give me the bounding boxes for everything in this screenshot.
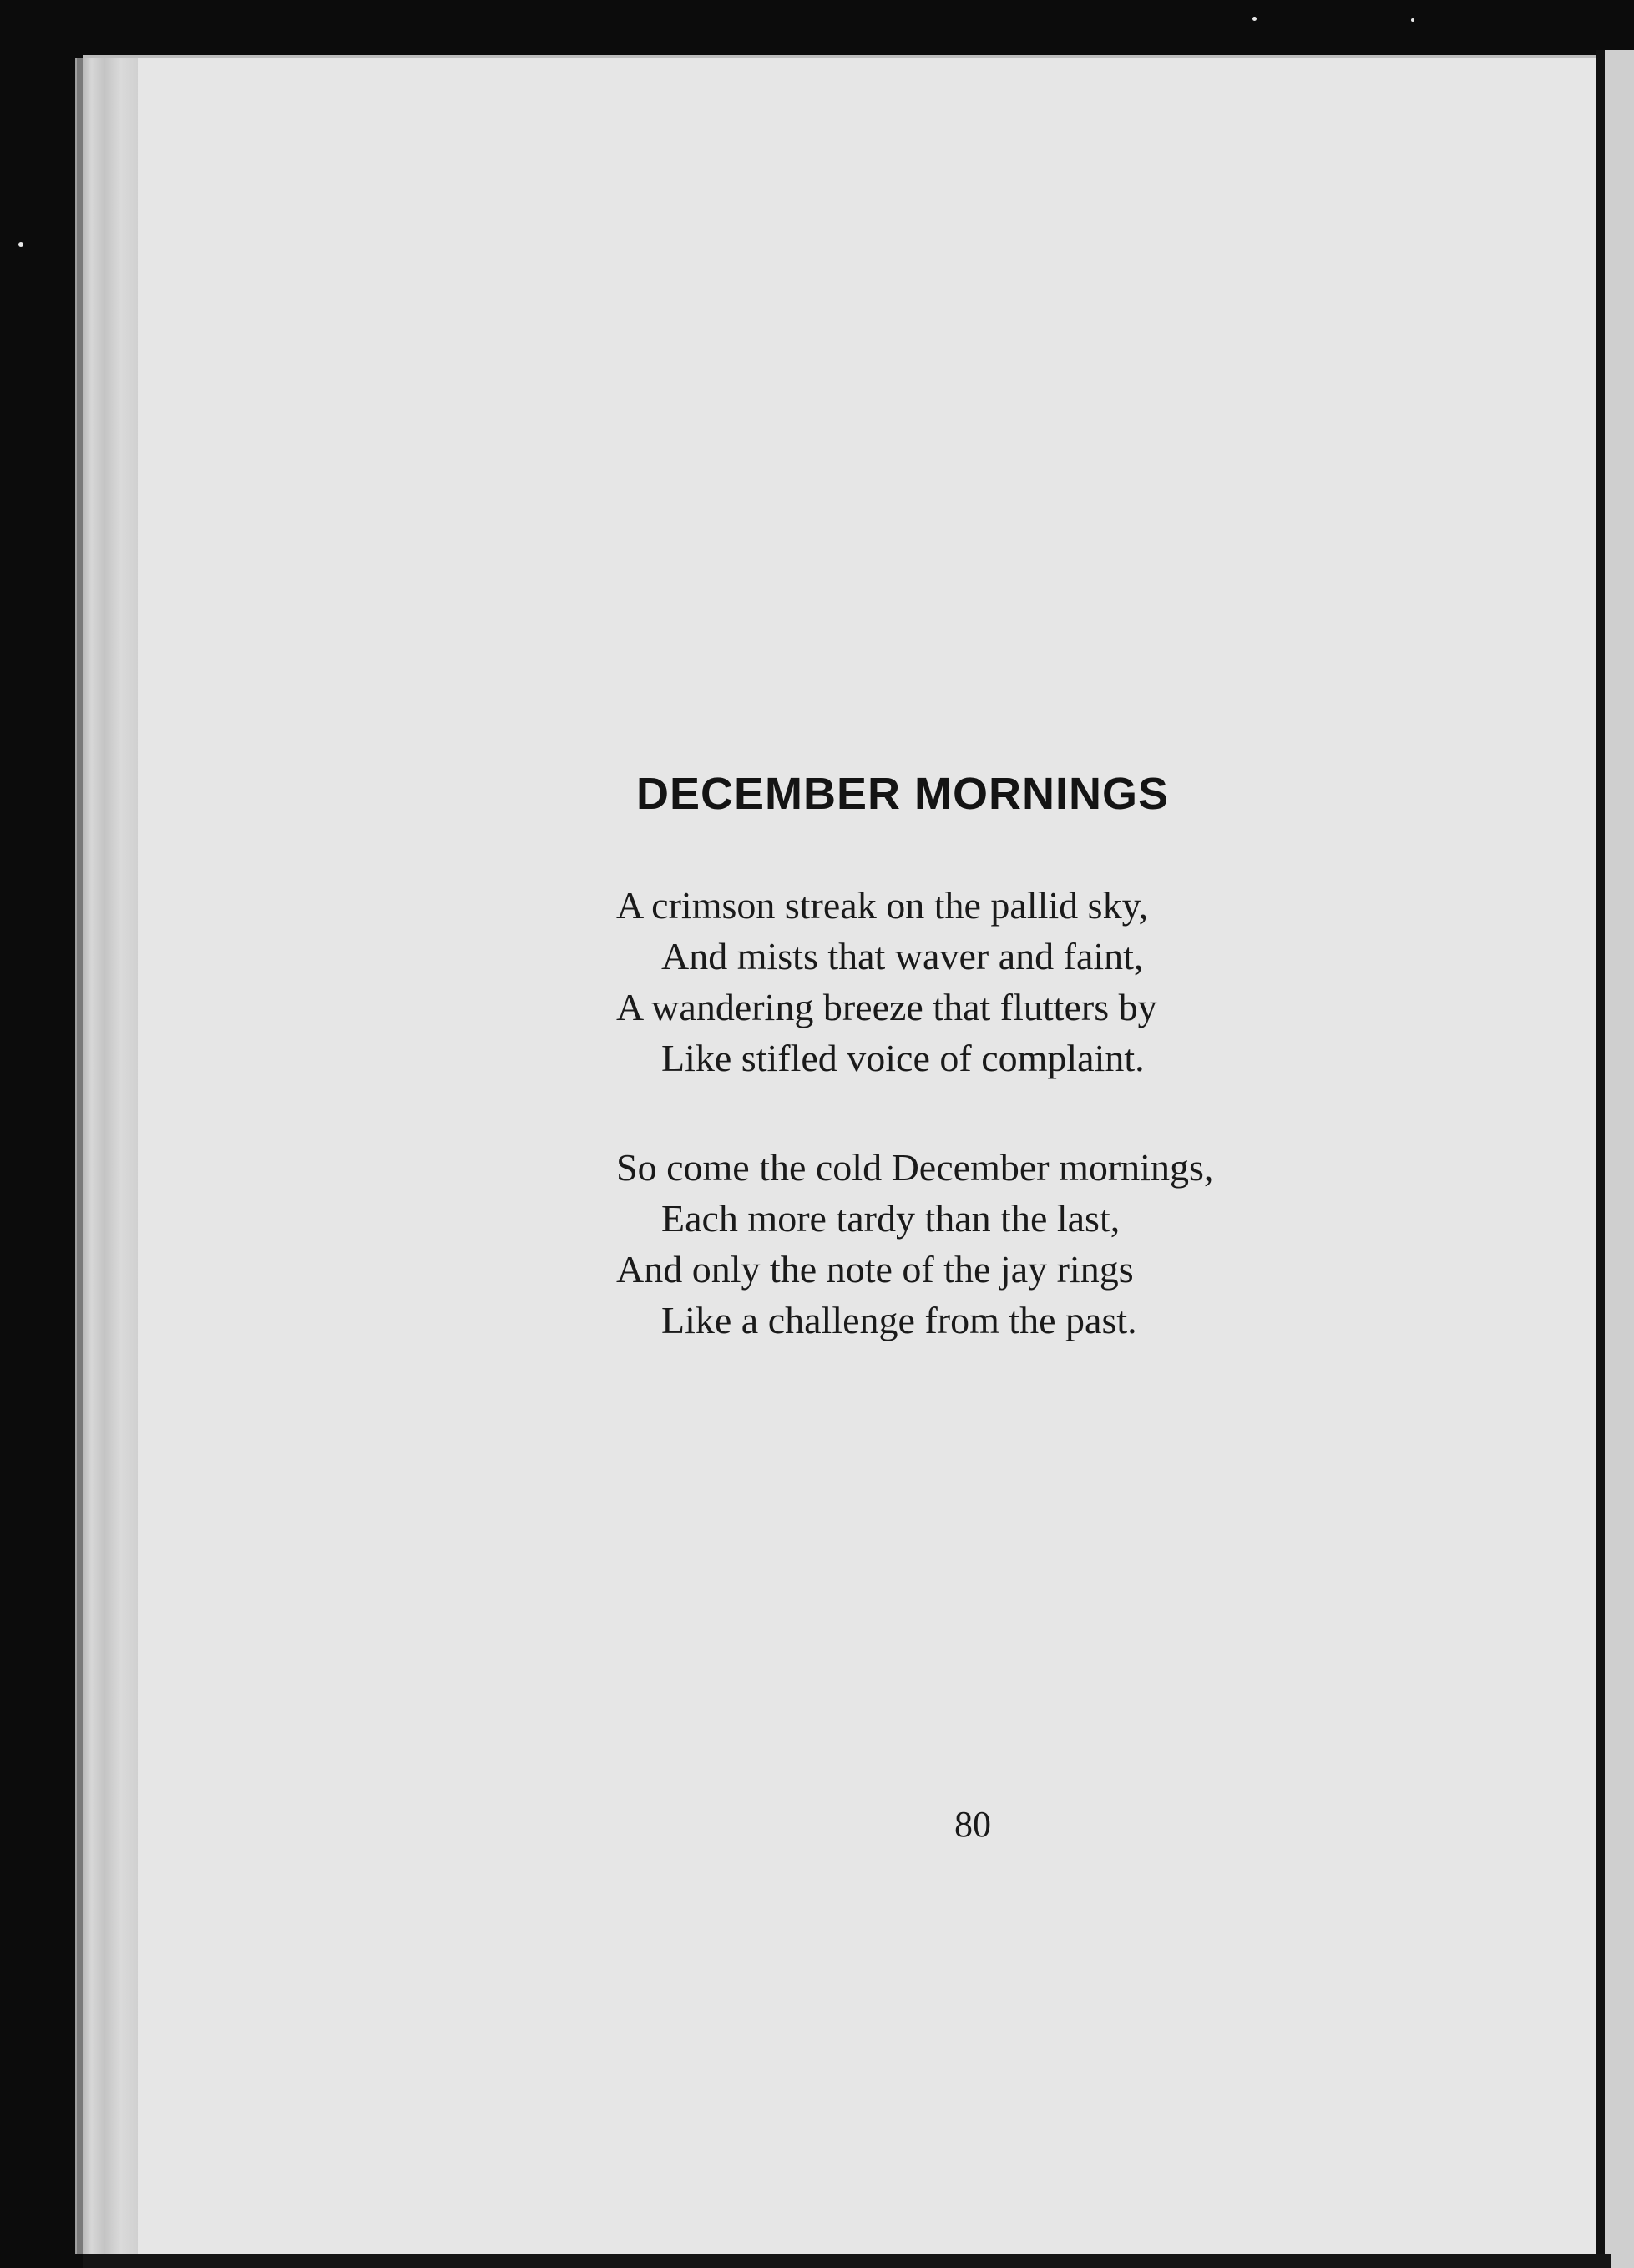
dust-speck <box>1411 18 1414 22</box>
poem-line: Like stifled voice of complaint. <box>661 1037 1145 1079</box>
poem-line: And only the note of the jay rings <box>616 1248 1134 1291</box>
poem-line: Like a challenge from the past. <box>661 1299 1137 1341</box>
poem-line: A wandering breeze that flutters by <box>616 986 1157 1028</box>
stanza-1 <box>616 880 1157 1083</box>
poem-line: A crimson streak on the pallid sky, <box>616 884 1149 927</box>
poem-line: Each more tardy than the last, <box>661 1197 1121 1240</box>
stanza-2 <box>616 1142 1213 1346</box>
adjacent-page-edge <box>1605 50 1634 2268</box>
bottom-border <box>83 2254 1611 2268</box>
poem-line: And mists that waver and faint, <box>661 935 1144 977</box>
poem-title: DECEMBER MORNINGS <box>636 769 1170 819</box>
poem-line: So come the cold December mornings, <box>616 1146 1214 1189</box>
dust-speck <box>18 242 23 247</box>
book-binding-edge <box>75 58 140 2254</box>
page-number: 80 <box>954 1804 991 1845</box>
dust-speck <box>1252 17 1257 21</box>
right-page-border <box>1596 50 1605 2268</box>
binding-shadow <box>77 58 83 2254</box>
